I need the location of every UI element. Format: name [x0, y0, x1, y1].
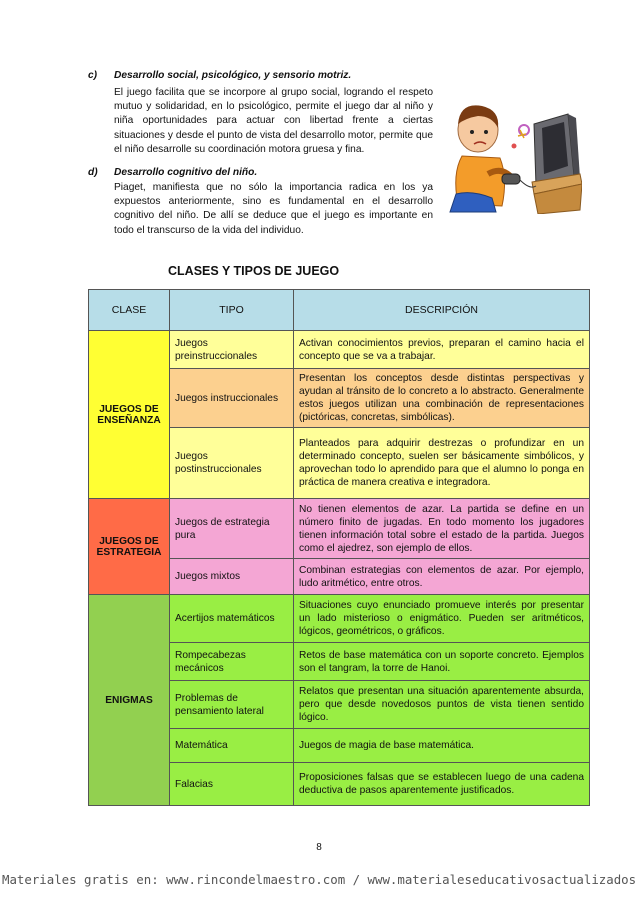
- tipo-cell: Matemática: [170, 729, 294, 763]
- descripcion-cell: Situaciones cuyo enunciado promueve interés por presentar un lado misterioso o enigmático. Pueden ser aritméticos, lógicos, geométricos, o gráficos.: [294, 595, 590, 643]
- tipo-cell: Rompecabezas mecánicos: [170, 643, 294, 681]
- text-line: Piaget, manifiesta que no sólo la importancia radica en los ya: [114, 182, 433, 193]
- descripcion-cell: Relatos que presentan una situación aparentemente absurda, pero que desde novedosos puntos de vista tienen sentido lógico.: [294, 681, 590, 729]
- header-clase: CLASE: [89, 290, 170, 331]
- class-cell: JUEGOS DE ENSEÑANZA: [89, 331, 170, 499]
- descripcion-cell: Planteados para adquirir destrezas o profundizar en un determinado concepto, suelen ser básicamente simbólicos, y aprovechan todo lo aprendido para que el alumno lo ponga en práctica de manera creativa e integradora.: [294, 428, 590, 499]
- text-line: El juego facilita que se incorpore al grupo social, logrando el: [114, 87, 396, 98]
- page-number: 8: [316, 842, 322, 853]
- section-heading: Desarrollo cognitivo del niño.: [114, 167, 258, 178]
- descripcion-cell: No tienen elementos de azar. La partida se define en un número finito de jugadas. En todo momento los jugadores tienen información total sobre el estado de la partida. Juegos como el ajedrez, son ejemplo de ellos.: [294, 499, 590, 559]
- games-table: [88, 289, 590, 806]
- footer-text: Materiales gratis en: www.rincondelmaestro.com / www.materialeseducativosactualizados: [2, 872, 637, 887]
- boy-icon: [450, 105, 536, 212]
- section-label: c): [88, 70, 98, 81]
- text-line: respeto mutuo y solidaridad, en lo psicológico, permite el juego dar: [114, 87, 433, 113]
- text-line: fina.: [345, 143, 365, 155]
- text-line: permite que el niño desarrolle su coordinación motora gruesa y: [114, 129, 433, 155]
- descripcion-cell: Retos de base matemática con un soporte concreto. Ejemplos son el tangram, la torre de Hanoi.: [294, 643, 590, 681]
- sparkle-icon: [512, 125, 530, 149]
- text-line: ciertas situaciones y desde el punto de vista del desarrollo motor,: [114, 115, 434, 141]
- section-label: d): [88, 167, 98, 178]
- descripcion-cell: Juegos de magia de base matemática.: [294, 729, 590, 763]
- table-header-row: [89, 290, 590, 331]
- boy-playing-videogame-illustration: [442, 94, 582, 214]
- text-line: cognitivo del niño. De allí se deduce que el juego es importante en: [114, 210, 433, 222]
- tipo-cell: Juegos instruccionales: [170, 369, 294, 428]
- tipo-cell: Juegos postinstruccionales: [170, 428, 294, 499]
- text-line: al niño y niña oportunidades para actuar con libertad frente a: [114, 101, 433, 127]
- class-cell: JUEGOS DE ESTRATEGIA: [89, 499, 170, 595]
- text-line: todo el transcurso de la vida del individuo.: [114, 224, 304, 236]
- tipo-cell: Juegos de estrategia pura: [170, 499, 294, 559]
- table-title: CLASES Y TIPOS DE JUEGO: [168, 264, 340, 278]
- table-row: [89, 331, 590, 369]
- text-line: expuestos anteriormente, sino es fundamental en el desarrollo: [114, 196, 433, 208]
- tipo-cell: Juegos preinstruccionales: [170, 331, 294, 369]
- descripcion-cell: Proposiciones falsas que se establecen luego de una cadena deductiva de pasos aparentemente justificados.: [294, 763, 590, 806]
- table-row: [89, 595, 590, 643]
- section-body: [114, 181, 433, 238]
- tipo-cell: Falacias: [170, 763, 294, 806]
- tv-icon: [532, 114, 582, 214]
- tipo-cell: Acertijos matemáticos: [170, 595, 294, 643]
- descripcion-cell: Activan conocimientos previos, preparan el camino hacia el concepto que se va a trabajar.: [294, 331, 590, 369]
- class-cell: ENIGMAS: [89, 595, 170, 806]
- header-tipo: TIPO: [170, 290, 294, 331]
- descripcion-cell: Combinan estrategias con elementos de azar. Por ejemplo, ludo aritmético, entre otros.: [294, 559, 590, 595]
- descripcion-cell: Presentan los conceptos desde distintas perspectivas y ayudan al tránsito de lo concreto a lo abstracto. Generalmente estos juegos utilizan una combinación de representaciones (pictóricas, concretas, simbólicas).: [294, 369, 590, 428]
- section-body: [114, 86, 433, 157]
- tipo-cell: Problemas de pensamiento lateral: [170, 681, 294, 729]
- tipo-cell: Juegos mixtos: [170, 559, 294, 595]
- section-heading: Desarrollo social, psicológico, y sensorio motriz.: [114, 70, 352, 81]
- header-descripcion: DESCRIPCIÓN: [294, 290, 590, 331]
- table-row: [89, 499, 590, 559]
